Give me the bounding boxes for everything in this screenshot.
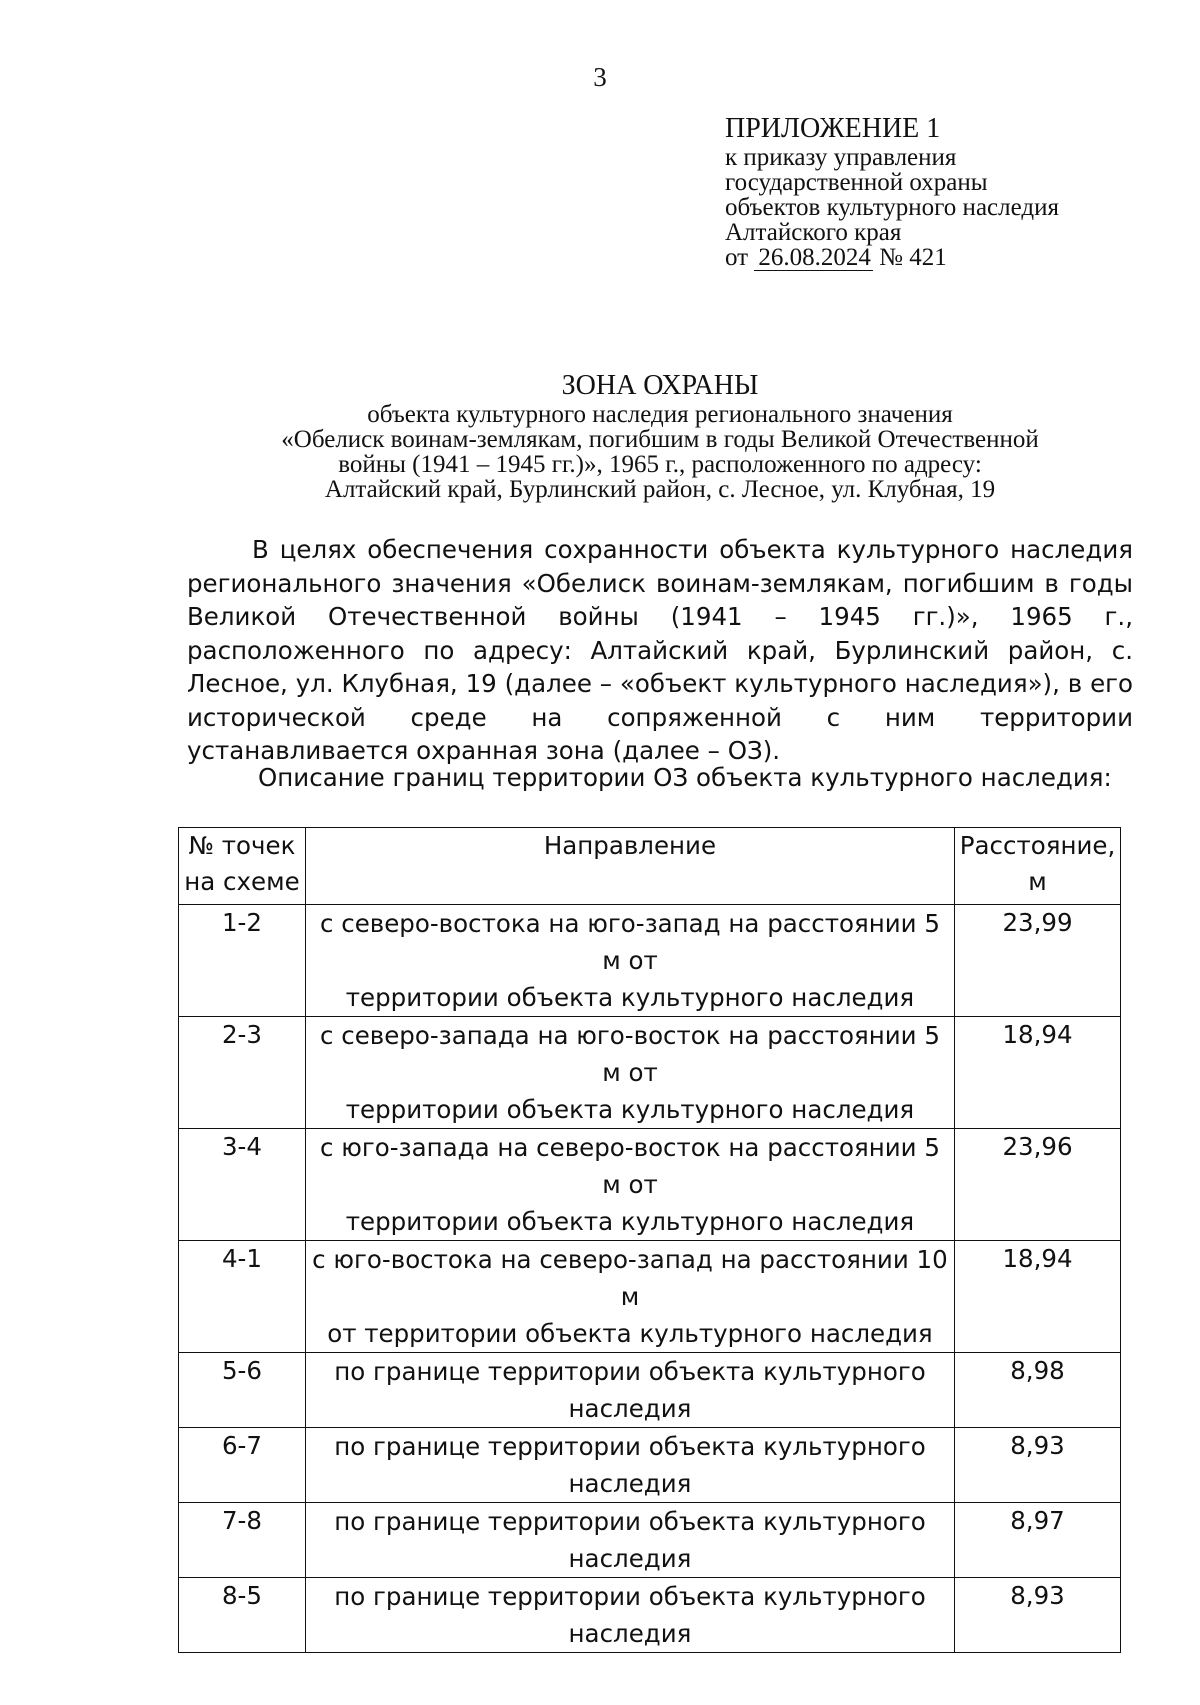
cell-direction (305, 1353, 954, 1428)
table-header-row (179, 828, 1121, 905)
cell-direction (305, 1129, 954, 1241)
date-prefix: от (725, 244, 749, 271)
appendix-line: государственной охраны (725, 169, 988, 196)
direction-line: территории объекта культурного наследия (345, 983, 915, 1012)
page-number: 3 (593, 62, 607, 92)
table-row (179, 1353, 1121, 1428)
cell-distance: 23,96 (955, 1129, 1121, 1241)
cell-distance: 18,94 (955, 1241, 1121, 1353)
zone-heading-line: «Обелиск воинам-землякам, погибшим в годы Великой Отечественной (281, 426, 1039, 453)
header-direction-label: Направление (543, 831, 717, 860)
direction-line: территории объекта культурного наследия (345, 1207, 915, 1236)
table-row (179, 905, 1121, 1017)
table-row (179, 1578, 1121, 1653)
cell-direction (305, 1503, 954, 1578)
header-points (179, 828, 306, 905)
direction-line: по границе территории объекта культурного (334, 1507, 926, 1536)
header-distance (955, 828, 1121, 905)
direction-line: по границе территории объекта культурного (334, 1432, 926, 1461)
zone-heading-line: Алтайский край, Бурлинский район, с. Лесное, ул. Клубная, 19 (324, 476, 996, 503)
cell-direction (305, 1578, 954, 1653)
direction-line: по границе территории объекта культурного (334, 1582, 926, 1611)
direction-line: от территории объекта культурного наследия (327, 1319, 933, 1348)
cell-distance: 23,99 (955, 905, 1121, 1017)
zone-heading-line: войны (1941 – 1945 гг.)», 1965 г., расположенного по адресу: (338, 451, 982, 478)
cell-distance: 8,97 (955, 1503, 1121, 1578)
header-points-line: № точек (188, 831, 296, 860)
header-direction (305, 828, 954, 905)
direction-line: территории объекта культурного наследия (345, 1095, 915, 1124)
cell-direction (305, 1428, 954, 1503)
appendix-line: к приказу управления (725, 144, 957, 171)
cell-points: 4-1 (179, 1241, 306, 1353)
boundary-table (178, 827, 1121, 1653)
direction-line: наследия (568, 1394, 692, 1423)
table-caption: Описание границ территории ОЗ объекта культурного наследия: (258, 763, 1112, 792)
direction-line: с северо-запада на юго-восток на расстоянии 5 м от (319, 1021, 940, 1087)
cell-distance: 8,93 (955, 1428, 1121, 1503)
appendix-dateline (725, 245, 1059, 271)
zone-heading (120, 370, 1200, 502)
cell-direction (305, 1017, 954, 1129)
cell-distance: 18,94 (955, 1017, 1121, 1129)
cell-distance: 8,93 (955, 1578, 1121, 1653)
cell-points: 5-6 (179, 1353, 306, 1428)
appendix-line: Алтайского края (725, 219, 902, 246)
cell-points: 1-2 (179, 905, 306, 1017)
appendix-line: объектов культурного наследия (725, 194, 1059, 221)
cell-distance: 8,98 (955, 1353, 1121, 1428)
cell-direction (305, 905, 954, 1017)
direction-line: наследия (568, 1619, 692, 1648)
order-number: № 421 (879, 244, 947, 271)
body-paragraph: В целях обеспечения сохранности объекта культурного наследия регионального значения «Обелиск воинам-землякам, погибшим в годы Великой Отечественной войны (1941 – 1945 гг.)», 1965 г., расположенного по адресу: Алтайский край, Бурлинский район, с. Лесное, ул. Клубная, 19 (далее – «объект культурного наследия»), в его исторической среде на сопряженной с ним территории устанавливается охранная зона (далее – ОЗ). (187, 535, 1133, 765)
direction-line: с юго-запада на северо-восток на расстоянии 5 м от (319, 1133, 940, 1199)
cell-points: 7-8 (179, 1503, 306, 1578)
zone-heading-line: объекта культурного наследия регионального значения (367, 401, 953, 428)
cell-points: 2-3 (179, 1017, 306, 1129)
cell-points: 8-5 (179, 1578, 306, 1653)
cell-points: 3-4 (179, 1129, 306, 1241)
table-row (179, 1503, 1121, 1578)
cell-direction (305, 1241, 954, 1353)
direction-line: наследия (568, 1469, 692, 1498)
direction-line: по границе территории объекта культурного (334, 1357, 926, 1386)
order-date: 26.08.2024 (754, 245, 873, 271)
direction-line: с юго-востока на северо-запад на расстоянии 10 м (312, 1245, 948, 1311)
appendix-title: ПРИЛОЖЕНИЕ 1 (725, 113, 941, 144)
table-row (179, 1241, 1121, 1353)
table-row (179, 1428, 1121, 1503)
direction-line: наследия (568, 1544, 692, 1573)
table-row (179, 1129, 1121, 1241)
appendix-block (725, 113, 1059, 271)
header-points-line: на схеме (184, 867, 300, 896)
direction-line: с северо-востока на юго-запад на расстоянии 5 м от (319, 909, 940, 975)
table-row (179, 1017, 1121, 1129)
zone-title: ЗОНА ОХРАНЫ (561, 370, 759, 401)
cell-points: 6-7 (179, 1428, 306, 1503)
header-distance-line: Расстояние, (959, 831, 1116, 860)
header-distance-line: м (1028, 867, 1047, 896)
